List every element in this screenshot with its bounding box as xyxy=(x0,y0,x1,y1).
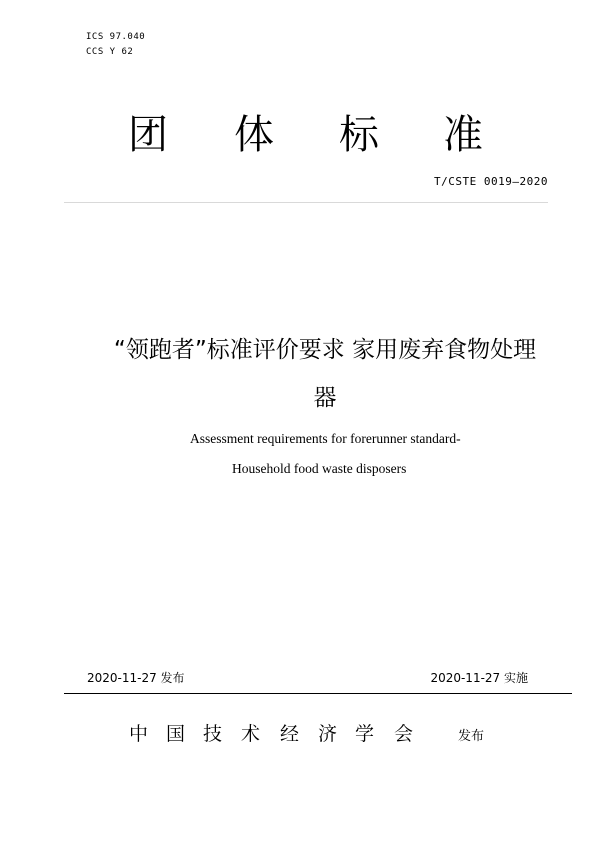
implementation-date: 2020-11-27 实施 xyxy=(430,671,528,685)
footer-divider xyxy=(64,693,572,694)
issuing-organization xyxy=(0,720,600,750)
issuer-char-5: 经 xyxy=(280,723,300,745)
chinese-title-line-1: “领跑者”标准评价要求 家用废弃食物处理 xyxy=(113,337,537,363)
issuer-char-6: 济 xyxy=(318,723,338,745)
title-char-1: 团 xyxy=(128,112,168,158)
title-char-2: 体 xyxy=(234,112,274,158)
ccs-code: CCS Y 62 xyxy=(86,47,134,57)
publish-date: 2020-11-27 发布 xyxy=(87,671,185,685)
english-title-line-1: Assessment requirements for forerunner standard- xyxy=(190,431,461,446)
title-char-3: 标 xyxy=(339,112,379,158)
issuer-char-8: 会 xyxy=(394,723,414,745)
issuer-char-7: 学 xyxy=(355,723,375,745)
classification-codes xyxy=(86,30,145,60)
issue-action-label: 发布 xyxy=(458,729,485,744)
title-char-4: 准 xyxy=(443,112,483,158)
issuer-char-4: 术 xyxy=(241,723,261,745)
standard-number: T/CSTE 0019—2020 xyxy=(434,175,548,188)
ics-code: ICS 97.040 xyxy=(86,32,146,42)
standard-type-title xyxy=(0,108,600,162)
issuer-char-2: 国 xyxy=(166,723,186,745)
issuer-char-3: 技 xyxy=(203,723,223,745)
header-divider xyxy=(64,202,548,203)
english-title-line-2: Household food waste disposers xyxy=(232,461,407,476)
issuer-char-1: 中 xyxy=(129,723,149,745)
chinese-title-line-2: 器 xyxy=(313,385,337,411)
